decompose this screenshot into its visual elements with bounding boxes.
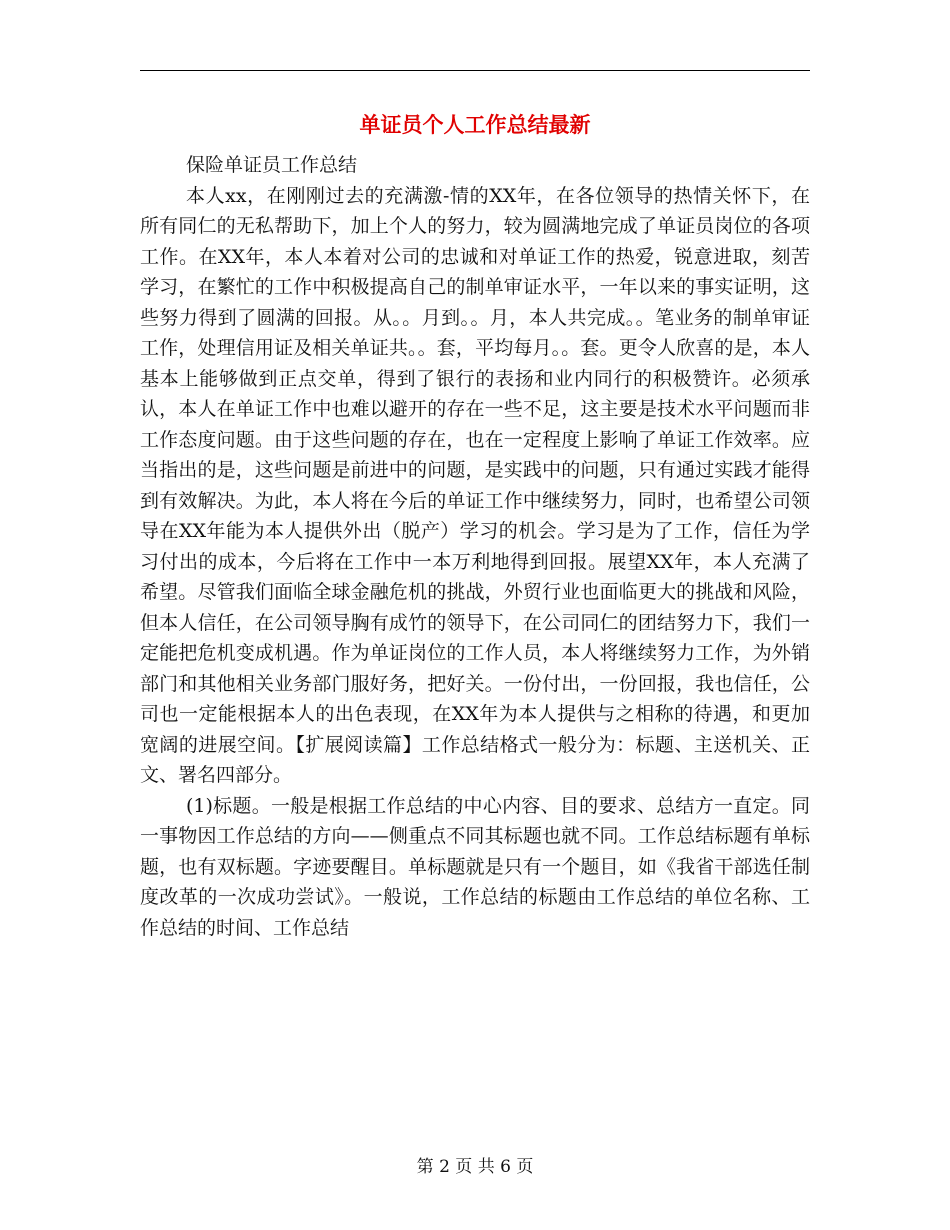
document-body: [140, 150, 810, 943]
subtitle-line: 保险单证员工作总结: [186, 154, 358, 176]
document-title: 单证员个人工作总结最新: [359, 113, 591, 137]
body-paragraph-1: 本人xx，在刚刚过去的充满激-情的XX年，在各位领导的热情关怀下，在所有同仁的无私帮助下，加上个人的努力，较为圆满地完成了单证员岗位的各项工作。在XX年，本人本着对公司的忠诚和对单证工作的热爱，锐意进取，刻苦学习，在繁忙的工作中积极提高自己的制单审证水平，一年以来的事实证明，这些努力得到了圆满的回报。从。。月到。。月，本人共完成。。笔业务的制单审证工作，处理信用证及相关单证共。。套，平均每月。。套。更令人欣喜的是，本人基本上能够做到正点交单，得到了银行的表扬和业内同行的积极赞许。必须承认，本人在单证工作中也难以避开的存在一些不足，这主要是技术水平问题而非工作态度问题。由于这些问题的存在，也在一定程度上影响了单证工作效率。应当指出的是，这些问题是前进中的问题，是实践中的问题，只有通过实践才能得到有效解决。为此，本人将在今后的单证工作中继续努力，同时，也希望公司领导在XX年能为本人提供外出（脱产）学习的机会。学习是为了工作，信任为学习付出的成本，今后将在工作中一本万利地得到回报。展望XX年，本人充满了希望。尽管我们面临全球金融危机的挑战，外贸行业也面临更大的挑战和风险，但本人信任，在公司领导胸有成竹的领导下，在公司同仁的团结努力下，我们一定能把危机变成机遇。作为单证岗位的工作人员，本人将继续努力工作，为外销部门和其他相关业务部门服好务，把好关。一份付出，一份回报，我也信任，公司也一定能根据本人的出色表现，在XX年为本人提供与之相称的待遇，和更加宽阔的进展空间。【扩展阅读篇】工作总结格式一般分为：标题、主送机关、正文、署名四部分。: [140, 184, 810, 786]
header-rule: [140, 70, 810, 71]
body-paragraph-2: (1)标题。一般是根据工作总结的中心内容、目的要求、总结方一直定。同一事物因工作总结的方向——侧重点不同其标题也就不同。工作总结标题有单标题，也有双标题。字迹要醒目。单标题就是只有一个题目，如《我省干部选任制度改革的一次成功尝试》。一般说，工作总结的标题由工作总结的单位名称、工作总结的时间、工作总结: [140, 794, 810, 939]
page-number-footer: 第 2 页 共 6 页: [416, 1157, 534, 1177]
